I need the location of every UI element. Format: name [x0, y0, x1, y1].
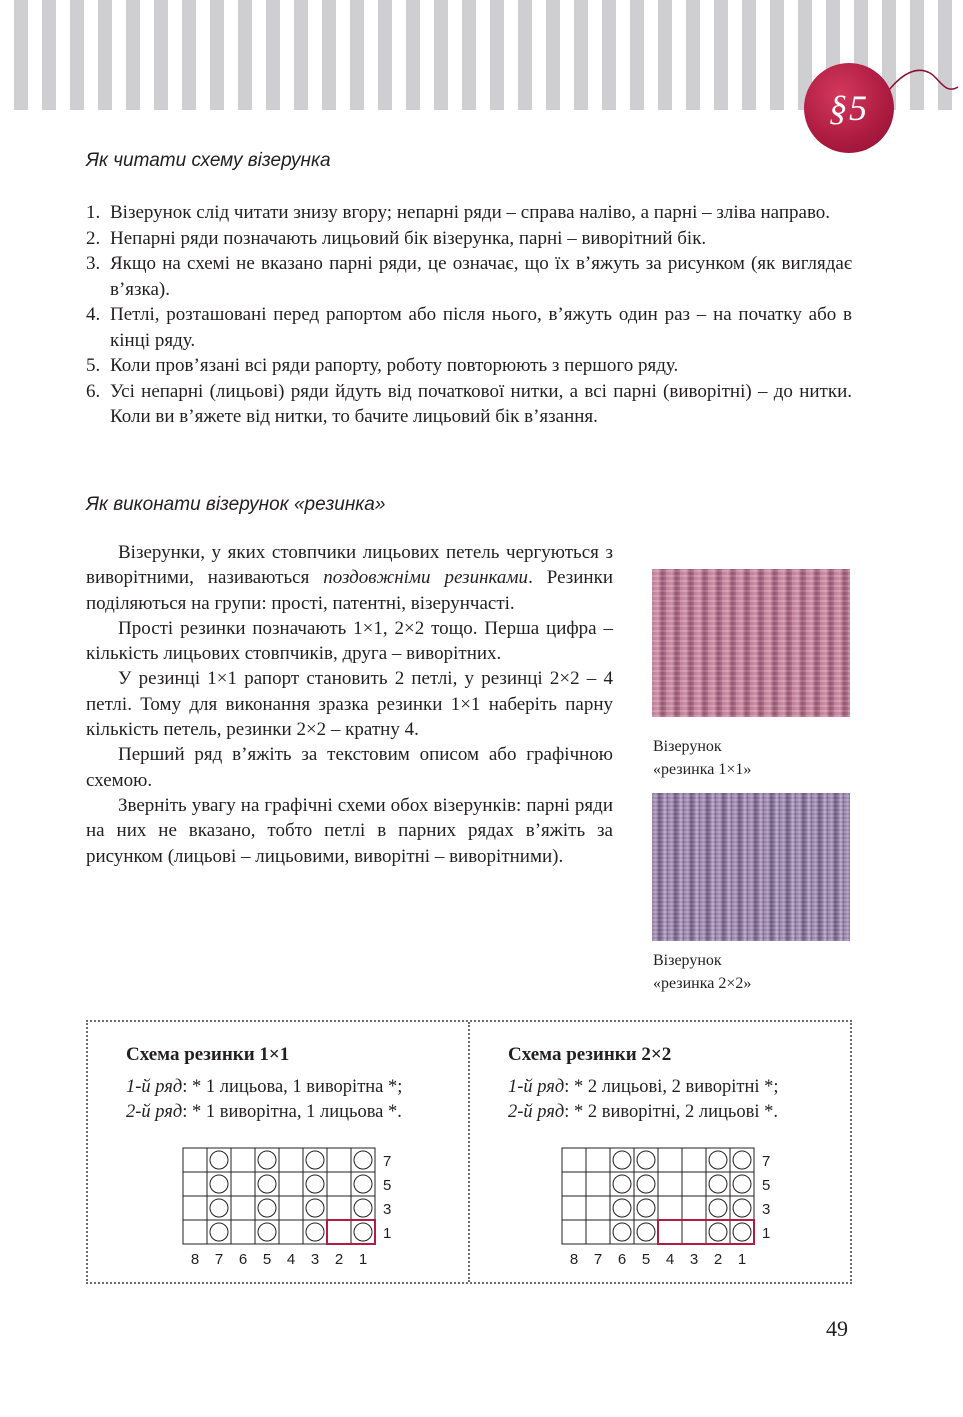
- section1-title: Як читати схему візерунка: [86, 150, 331, 171]
- row-number: 3: [383, 1201, 392, 1218]
- column-number: 3: [689, 1251, 699, 1268]
- chart-cell: [303, 1196, 327, 1220]
- row-number: 1: [762, 1225, 771, 1242]
- scheme-row1: [126, 1077, 402, 1098]
- item-text: Коли пров’язані всі ряди рапорту, роботу повторюють з першого ряду.: [110, 355, 679, 376]
- chart-cell: [562, 1148, 586, 1172]
- chart-cell: [730, 1148, 754, 1172]
- chart-cell: [207, 1172, 231, 1196]
- purl-stitch-icon: [613, 1199, 631, 1217]
- column-number: 8: [569, 1251, 579, 1268]
- knitting-chart-1x1: [181, 1146, 411, 1270]
- list-item: [86, 251, 852, 302]
- column-number: 3: [310, 1251, 320, 1268]
- paragraph-text: Візерунки, у яких стовпчики лицьових петель чергуються з виворітними, називаються: [86, 542, 613, 589]
- purl-stitch-icon: [354, 1199, 372, 1217]
- chart-cell: [207, 1220, 231, 1244]
- item-number: 4.: [86, 304, 101, 325]
- row-number: 7: [762, 1153, 771, 1170]
- purl-stitch-icon: [258, 1175, 276, 1193]
- purl-stitch-icon: [613, 1151, 631, 1169]
- row-number: 5: [383, 1177, 392, 1194]
- chart-cell: [730, 1196, 754, 1220]
- item-text: Петлі, розташовані перед рапортом або після нього, в’яжуть один раз – на початку або в кінці ряду.: [110, 304, 852, 351]
- column-number: 1: [358, 1251, 368, 1268]
- chart-cell: [634, 1220, 658, 1244]
- row-text: : * 1 виворітна, 1 лицьова *.: [182, 1102, 402, 1122]
- chart-cell: [586, 1196, 610, 1220]
- caption-line: Візерунок: [653, 952, 722, 969]
- purl-stitch-icon: [613, 1175, 631, 1193]
- chart-cell: [658, 1220, 682, 1244]
- purl-stitch-icon: [258, 1223, 276, 1241]
- chart-cell: [231, 1220, 255, 1244]
- purl-stitch-icon: [709, 1175, 727, 1193]
- purl-stitch-icon: [210, 1175, 228, 1193]
- scheme-title: Схема резинки 2×2: [508, 1044, 672, 1065]
- rules-list: [86, 200, 852, 430]
- chart-cell: [231, 1196, 255, 1220]
- chart-cell: [255, 1220, 279, 1244]
- page-number: 49: [826, 1316, 848, 1341]
- section-badge: [790, 55, 963, 165]
- paragraph: Прості резинки позначають 1×1, 2×2 тощо. Перша цифра – кількість лицьових стовпчиків, друга – виворітних.: [86, 617, 613, 665]
- purl-stitch-icon: [733, 1199, 751, 1217]
- chart-cell: [730, 1172, 754, 1196]
- column-number: 2: [334, 1251, 344, 1268]
- item-text: Усі непарні (лицьові) ряди йдуть від початкової нитки, а всі парні (виворітні) – до нитки. Коли ви в’яжете від нитки, то бачите лицьовий бік в’язання.: [110, 380, 852, 427]
- purl-stitch-icon: [613, 1223, 631, 1241]
- chart-cell: [327, 1148, 351, 1172]
- term-emphasis: поздовжніми резинками: [323, 567, 529, 589]
- column-number: 6: [238, 1251, 248, 1268]
- chart-cell: [327, 1196, 351, 1220]
- column-number: 4: [665, 1251, 675, 1268]
- column-number: 8: [190, 1251, 200, 1268]
- chart-cell: [255, 1148, 279, 1172]
- row-number: 3: [762, 1201, 771, 1218]
- paragraph: Перший ряд в’яжіть за текстовим описом або графічною схемою.: [86, 744, 613, 791]
- chart-cell: [327, 1220, 351, 1244]
- purl-stitch-icon: [733, 1223, 751, 1241]
- chart-cell: [255, 1196, 279, 1220]
- scheme-row1: [508, 1077, 779, 1098]
- column-number: 1: [737, 1251, 747, 1268]
- row-label: 1-й ряд: [508, 1077, 565, 1097]
- chart-cell: [562, 1196, 586, 1220]
- purl-stitch-icon: [306, 1223, 324, 1241]
- chart-cell: [279, 1220, 303, 1244]
- knitting-chart-2x2: [560, 1146, 790, 1270]
- chart-cell: [183, 1172, 207, 1196]
- caption-line: «резинка 2×2»: [653, 975, 752, 992]
- body-text: [86, 540, 613, 869]
- column-number: 5: [262, 1251, 272, 1268]
- purl-stitch-icon: [637, 1175, 655, 1193]
- chart-cell: [706, 1220, 730, 1244]
- chart-cell: [658, 1172, 682, 1196]
- chart-cell: [231, 1172, 255, 1196]
- row-label: 2-й ряд: [508, 1102, 565, 1122]
- purl-stitch-icon: [210, 1223, 228, 1241]
- purl-stitch-icon: [306, 1199, 324, 1217]
- box-divider: [468, 1022, 470, 1282]
- chart-cell: [183, 1196, 207, 1220]
- purl-stitch-icon: [210, 1199, 228, 1217]
- column-number: 2: [713, 1251, 723, 1268]
- chart-cell: [706, 1148, 730, 1172]
- chart-cell: [658, 1196, 682, 1220]
- rib-1x1-photo: [652, 569, 850, 717]
- chart-cell: [327, 1172, 351, 1196]
- chart-cell: [231, 1148, 255, 1172]
- paragraph: [86, 540, 613, 616]
- item-number: 6.: [86, 380, 101, 402]
- chart-cell: [730, 1220, 754, 1244]
- row-label: 1-й ряд: [126, 1077, 183, 1097]
- row-label: 2-й ряд: [126, 1102, 183, 1122]
- scheme-row2: [508, 1102, 778, 1123]
- section2-title: Як виконати візерунок «резинка»: [86, 494, 386, 515]
- chart-cell: [610, 1172, 634, 1196]
- chart-cell: [634, 1172, 658, 1196]
- chart-cell: [207, 1148, 231, 1172]
- chart-cell: [586, 1172, 610, 1196]
- chart-cell: [682, 1148, 706, 1172]
- rib-2x2-photo: [652, 793, 850, 941]
- chart-cell: [279, 1172, 303, 1196]
- chart-cell: [207, 1196, 231, 1220]
- item-number: 3.: [86, 253, 101, 274]
- chart-cell: [562, 1220, 586, 1244]
- column-number: 7: [593, 1251, 603, 1268]
- photo-caption: [653, 949, 751, 995]
- chart-cell: [682, 1172, 706, 1196]
- chart-cell: [183, 1220, 207, 1244]
- caption-line: Візерунок: [653, 738, 722, 755]
- chart-cell: [610, 1196, 634, 1220]
- item-number: 5.: [86, 355, 101, 376]
- list-item: [86, 353, 852, 379]
- item-number: 2.: [86, 227, 101, 249]
- chart-cell: [303, 1148, 327, 1172]
- chart-cell: [351, 1148, 375, 1172]
- chart-cell: [634, 1196, 658, 1220]
- chart-cell: [634, 1148, 658, 1172]
- caption-line: «резинка 1×1»: [653, 761, 752, 778]
- purl-stitch-icon: [637, 1151, 655, 1169]
- chart-cell: [279, 1148, 303, 1172]
- row-number: 7: [383, 1153, 392, 1170]
- column-number: 7: [214, 1251, 224, 1268]
- purl-stitch-icon: [709, 1223, 727, 1241]
- chart-cell: [303, 1172, 327, 1196]
- column-number: 4: [286, 1251, 296, 1268]
- purl-stitch-icon: [637, 1223, 655, 1241]
- chart-cell: [303, 1220, 327, 1244]
- purl-stitch-icon: [637, 1199, 655, 1217]
- chart-cell: [682, 1196, 706, 1220]
- row-number: 1: [383, 1225, 392, 1242]
- purl-stitch-icon: [709, 1151, 727, 1169]
- paragraph-text: . Резинки поділяються на групи: прості, патентні, візерунчасті.: [86, 567, 613, 614]
- purl-stitch-icon: [306, 1151, 324, 1169]
- column-number: 6: [617, 1251, 627, 1268]
- yarn-ball-icon: [804, 63, 894, 153]
- purl-stitch-icon: [258, 1199, 276, 1217]
- chart-cell: [351, 1196, 375, 1220]
- schemes-box: [86, 1020, 852, 1284]
- badge-label: §5: [829, 88, 869, 128]
- purl-stitch-icon: [354, 1223, 372, 1241]
- list-item: [86, 302, 852, 353]
- chart-cell: [658, 1148, 682, 1172]
- purl-stitch-icon: [733, 1151, 751, 1169]
- chart-cell: [706, 1172, 730, 1196]
- item-text: Візерунок слід читати знизу вгору; непарні ряди – справа наліво, а парні – зліва направо.: [110, 202, 831, 223]
- purl-stitch-icon: [210, 1151, 228, 1169]
- item-text: Якщо на схемі не вказано парні ряди, це означає, що їх в’яжуть за рисунком (як виглядає в’язка).: [110, 253, 852, 300]
- purl-stitch-icon: [258, 1151, 276, 1169]
- chart-cell: [183, 1148, 207, 1172]
- paragraph: У резинці 1×1 рапорт становить 2 петлі, у резинці 2×2 – 4 петлі. Тому для виконання зразка резинки 1×1 наберіть парну кількість петель, резинки 2×2 – кратну 4.: [86, 668, 613, 741]
- scheme-title: Схема резинки 1×1: [126, 1044, 290, 1065]
- chart-cell: [706, 1196, 730, 1220]
- row-text: : * 2 виворітні, 2 лицьові *.: [564, 1102, 778, 1122]
- list-item: [86, 226, 852, 252]
- list-item: [86, 200, 852, 226]
- chart-cell: [682, 1220, 706, 1244]
- chart-cell: [279, 1196, 303, 1220]
- chart-cell: [610, 1148, 634, 1172]
- purl-stitch-icon: [354, 1175, 372, 1193]
- row-text: : * 2 лицьові, 2 виворітні *;: [564, 1077, 779, 1097]
- chart-cell: [562, 1172, 586, 1196]
- purl-stitch-icon: [709, 1199, 727, 1217]
- list-item: [86, 379, 852, 430]
- chart-cell: [586, 1220, 610, 1244]
- item-number: 1.: [86, 202, 101, 223]
- purl-stitch-icon: [354, 1151, 372, 1169]
- chart-cell: [586, 1148, 610, 1172]
- photo-caption: [653, 735, 751, 781]
- chart-cell: [610, 1220, 634, 1244]
- row-text: : * 1 лицьова, 1 виворітна *;: [182, 1077, 403, 1097]
- purl-stitch-icon: [306, 1175, 324, 1193]
- purl-stitch-icon: [733, 1175, 751, 1193]
- chart-cell: [351, 1172, 375, 1196]
- chart-cell: [351, 1220, 375, 1244]
- scheme-row2: [126, 1102, 402, 1123]
- paragraph: Зверніть увагу на графічні схеми обох візерунків: парні ряди на них не вказано, тобто петлі в парних рядах в’яжіть за рисунком (лицьові – лицьовими, виворітні – виворітними).: [86, 794, 613, 867]
- column-number: 5: [641, 1251, 651, 1268]
- chart-cell: [255, 1172, 279, 1196]
- row-number: 5: [762, 1177, 771, 1194]
- item-text: Непарні ряди позначають лицьовий бік візерунка, парні – виворітний бік.: [110, 227, 707, 249]
